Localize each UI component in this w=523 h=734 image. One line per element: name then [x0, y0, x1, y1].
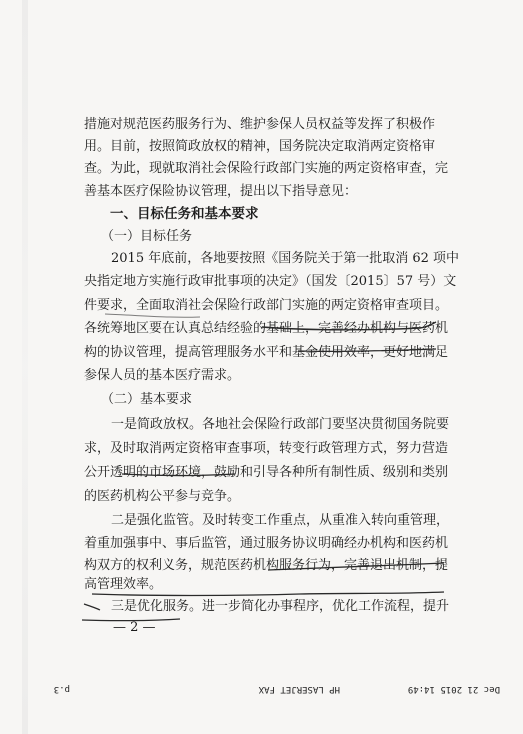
scan-edge	[22, 0, 28, 734]
fax-header-footer	[40, 680, 500, 694]
text-line: 三是优化服务。进一步简化办事程序，优化工作流程，提升	[111, 599, 450, 614]
page-number: — 2 —	[113, 620, 156, 635]
text-line: 的医药机构公平参与竞争。	[84, 489, 241, 504]
section-heading: 一、目标任务和基本要求	[110, 206, 259, 222]
fax-date: Dec 21 2015 14:49	[407, 684, 500, 694]
text-line: 高管理效率。	[84, 577, 163, 592]
text-line: 善基本医疗保险协议管理，提出以下指导意见：	[84, 184, 358, 199]
text-line: 构双方的权利义务，规范医药机构服务行为，完善退出机制，提	[84, 558, 449, 573]
subsection-heading: （二）基本要求	[101, 392, 193, 407]
text-line: 公开透明的市场环境，鼓励和引导各种所有制性质、级别和类别	[84, 465, 449, 480]
text-line: 求，及时取消两定资格审查事项，转变行政管理方式，努力营造	[84, 441, 449, 456]
text-line: 各统筹地区要在认真总结经验的基础上，完善经办机构与医药机	[84, 321, 449, 336]
text-line: 构的协议管理，提高管理服务水平和基金使用效率，更好地满足	[84, 345, 449, 360]
text-line: 用。目前，按照简政放权的精神，国务院决定取消两定资格审	[84, 139, 436, 154]
text-line: 件要求，全面取消社会保险行政部门实施的两定资格审查项目。	[84, 298, 449, 313]
text-line: 2015 年底前，各地要按照《国务院关于第一批取消 62 项中	[111, 251, 460, 266]
text-line: 二是强化监管。及时转变工作重点，从重准入转向重管理，	[111, 513, 450, 528]
fax-page: p.3	[53, 684, 70, 694]
text-line: 一是简政放权。各地社会保险行政部门要坚决贯彻国务院要	[111, 417, 450, 432]
text-line: 措施对规范医药服务行为、维护参保人员权益等发挥了积极作	[84, 117, 436, 132]
text-line: 央指定地方实施行政审批事项的决定》（国发〔2015〕57 号）文	[84, 274, 457, 289]
subsection-heading: （一）目标任务	[101, 229, 193, 244]
text-line: 查。为此，现就取消社会保险行政部门实施的两定资格审查，完	[84, 161, 449, 176]
text-line: 着重加强事中、事后监管，通过服务协议明确经办机构和医药机	[84, 536, 449, 551]
text-line: 参保人员的基本医疗需求。	[84, 368, 241, 383]
fax-device: HP LASERJET FAX	[258, 684, 340, 694]
